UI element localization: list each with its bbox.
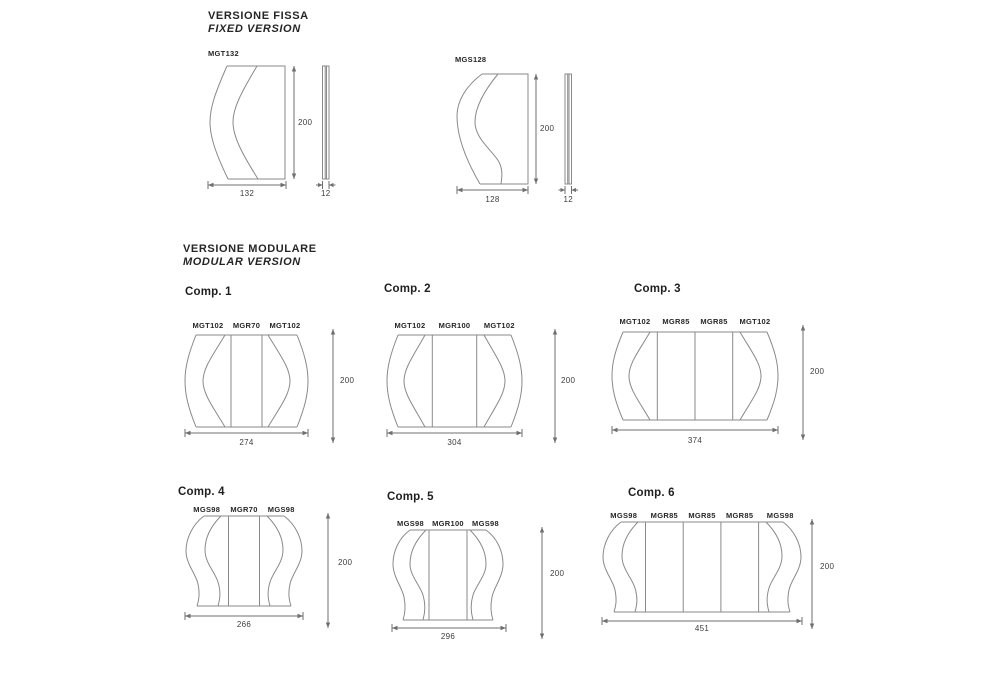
height-dimension-line [292,66,296,179]
comp-3-figure [610,312,835,452]
comp-height-dimension: 200 [550,569,565,578]
comp-4-drawing [181,513,356,631]
modular-version-heading [183,243,317,268]
comp-2-figure [385,316,590,451]
module-label: MGT102 [739,317,771,326]
panel-code-label: MGT132 [208,49,239,58]
height-dimension-line [801,325,805,440]
fixed-version-heading [208,10,309,35]
module-label: MGR70 [232,321,261,330]
comp-width-dimension: 374 [687,436,703,445]
module-label: MGT102 [192,321,224,330]
comp-1-title: Comp. 1 [185,286,232,298]
comp-5-figure [390,514,575,644]
depth-dimension-line [316,181,336,189]
module-label: MGT102 [394,321,426,330]
comp-6-title: Comp. 6 [628,487,675,499]
width-dimension: 132 [239,189,255,198]
comp-4-figure [181,500,371,635]
height-dimension: 200 [298,118,313,127]
module-label: MGS98 [472,519,499,528]
depth-dimension: 12 [321,189,331,198]
module-label: MGR85 [650,511,679,520]
width-dimension-line [387,429,522,437]
comp-width-dimension: 266 [236,620,252,629]
comp-5-drawing [390,527,565,642]
front-view-drawing [612,332,778,420]
comp-height-dimension: 200 [561,376,576,385]
width-dimension-line [392,624,506,632]
comp-1-drawing [183,329,363,447]
comp-2-drawing [385,329,580,447]
front-view-drawing [387,335,522,427]
comp-height-dimension: 200 [810,367,825,376]
fixed-version-title: VERSIONE FISSA [208,10,309,22]
front-view-drawing [603,522,801,612]
module-label: MGS98 [397,519,424,528]
module-label: MGR85 [662,317,690,326]
width-dimension-line [457,186,528,194]
comp-4-title: Comp. 4 [178,486,225,498]
comp-5-title: Comp. 5 [387,491,434,503]
comp-width-dimension: 274 [239,438,254,447]
width-dimension-line [612,426,778,434]
comp-height-dimension: 200 [338,558,353,567]
front-view-drawing [185,335,308,427]
front-view-drawing [210,66,285,179]
height-dimension-line [534,74,538,184]
height-dimension-line [540,527,544,639]
module-label: MGR100 [432,519,464,528]
panel-figure-mgs128 [453,54,593,206]
module-label: MGT102 [619,317,651,326]
depth-dimension: 12 [563,195,573,204]
comp-2-title: Comp. 2 [384,283,431,295]
front-view-drawing [186,516,302,606]
module-label: MGR85 [700,317,728,326]
height-dimension-line [810,519,814,629]
module-label: MGS98 [610,511,638,520]
side-view-drawing [323,66,330,179]
panel-drawing-mgs128 [453,70,588,200]
comp-width-dimension: 451 [694,624,710,633]
comp-6-drawing [600,519,835,634]
front-view-drawing [393,530,503,620]
front-view-drawing [457,74,528,184]
comp-height-dimension: 200 [820,562,835,571]
height-dimension-line [331,329,335,443]
comp-3-drawing [610,325,825,445]
module-label: MGR85 [725,511,754,520]
panel-drawing-mgt132 [205,64,350,196]
module-label: MGT102 [269,321,301,330]
module-label: MGS98 [766,511,794,520]
comp-6-figure [600,506,845,641]
comp-1-figure [183,316,368,451]
panel-code-label: MGS128 [455,55,487,64]
fixed-version-subtitle: FIXED VERSION [208,22,301,35]
width-dimension-line [185,429,308,437]
module-label: MGS98 [193,505,221,514]
width-dimension-line [208,181,286,189]
panel-figure-mgt132 [205,48,355,203]
depth-dimension-line [559,186,579,194]
width-dimension: 128 [485,195,500,204]
comp-width-dimension: 304 [447,438,462,447]
module-label: MGS98 [267,505,295,514]
modular-version-title: VERSIONE MODULARE [183,243,317,255]
comp-3-title: Comp. 3 [634,283,681,295]
module-label: MGR70 [230,505,258,514]
height-dimension: 200 [540,124,555,133]
modular-version-subtitle: MODULAR VERSION [183,255,301,268]
height-dimension-line [553,329,557,443]
module-label: MGT102 [483,321,515,330]
module-label: MGR100 [438,321,471,330]
comp-width-dimension: 296 [440,632,456,641]
comp-height-dimension: 200 [340,376,355,385]
height-dimension-line [326,513,330,628]
module-label: MGR85 [688,511,716,520]
side-view-drawing [565,74,572,184]
width-dimension-line [185,612,303,620]
